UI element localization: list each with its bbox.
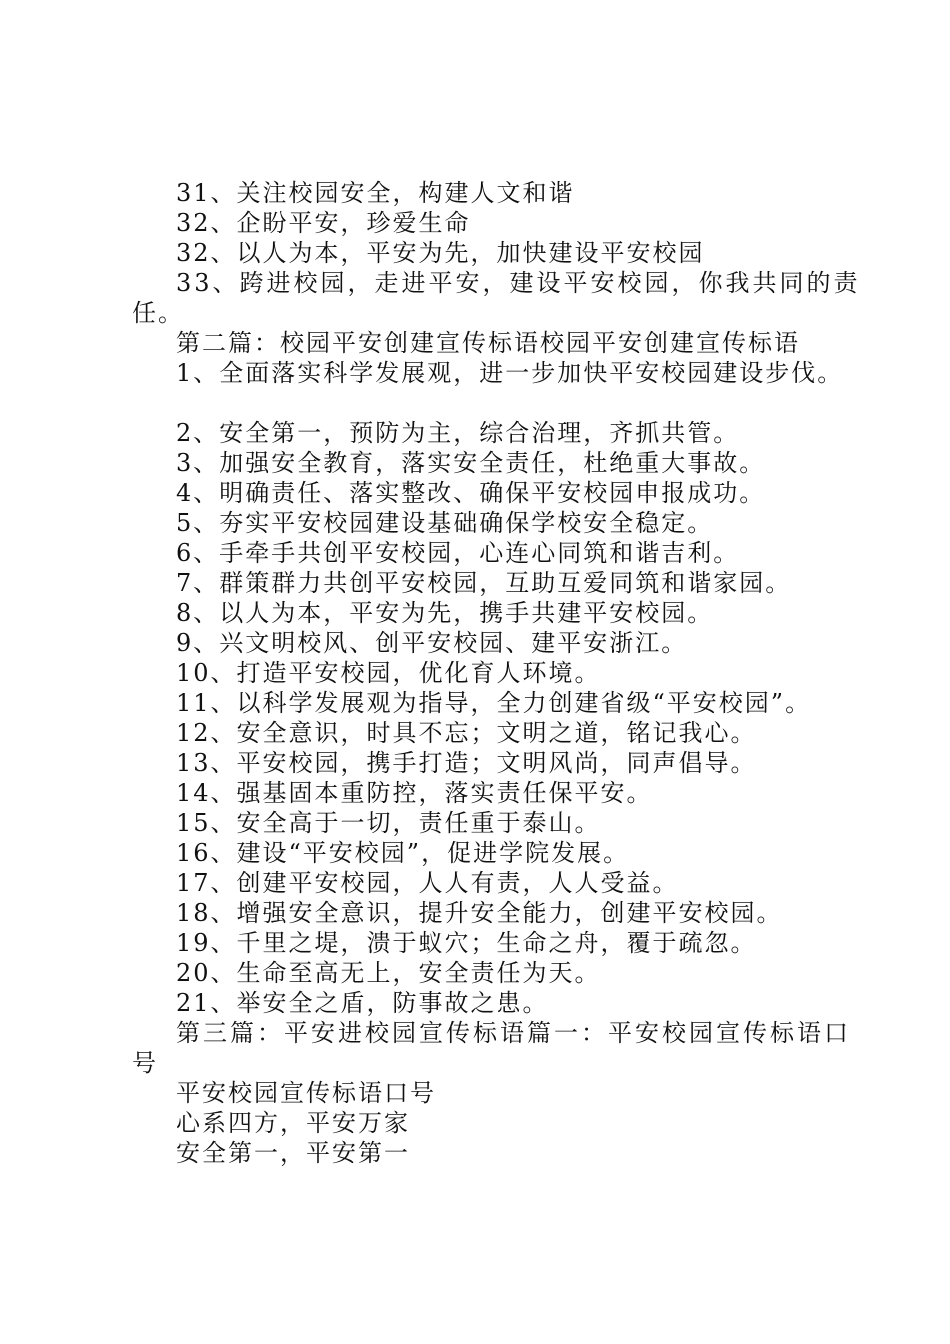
section-three-heading: 第三篇：平安进校园宣传标语篇一：平安校园宣传标语口	[176, 1019, 851, 1047]
section-two-item-20: 20、生命至高无上，安全责任为天。	[176, 959, 601, 987]
section-two-item-21: 21、举安全之盾，防事故之患。	[176, 989, 549, 1017]
section-two-item-3: 3、加强安全教育，落实安全责任，杜绝重大事故。	[176, 449, 766, 477]
section-two-item-2: 2、安全第一，预防为主，综合治理，齐抓共管。	[176, 419, 740, 447]
document-body	[132, 178, 861, 1168]
slogan-31: 31、关注校园安全，构建人文和谐	[176, 179, 575, 207]
section-three-heading-continuation: 号	[132, 1049, 158, 1077]
section-two-item-11: 11、以科学发展观为指导，全力创建省级“平安校园”。	[176, 689, 812, 717]
section-two-item-14: 14、强基固本重防控，落实责任保平安。	[176, 779, 653, 807]
section-two-item-16: 16、建设“平安校园”，促进学院发展。	[176, 839, 630, 867]
section-two-heading: 第二篇：校园平安创建宣传标语校园平安创建宣传标语	[176, 329, 800, 357]
paragraph-gap	[132, 388, 832, 418]
section-two-item-12: 12、安全意识，时具不忘；文明之道，铭记我心。	[176, 719, 757, 747]
section-two-item-1: 1、全面落实科学发展观，进一步加快平安校园建设步伐。	[176, 359, 844, 387]
section-two-item-18: 18、增强安全意识，提升安全能力，创建平安校园。	[176, 899, 783, 927]
section-two-item-6: 6、手牵手共创平安校园，心连心同筑和谐吉利。	[176, 539, 740, 567]
section-two-item-8: 8、以人为本，平安为先，携手共建平安校园。	[176, 599, 714, 627]
section-two-item-19: 19、千里之堤，溃于蚁穴；生命之舟，覆于疏忽。	[176, 929, 757, 957]
slogan-33-continuation: 任。	[132, 299, 184, 327]
section-two-item-5: 5、夯实平安校园建设基础确保学校安全稳定。	[176, 509, 714, 537]
section-three-slogan-2: 安全第一，平安第一	[176, 1139, 410, 1167]
section-two-item-10: 10、打造平安校园，优化育人环境。	[176, 659, 601, 687]
slogan-32a: 32、企盼平安，珍爱生命	[176, 209, 471, 237]
section-two-item-9: 9、兴文明校风、创平安校园、建平安浙江。	[176, 629, 688, 657]
section-three-subtitle: 平安校园宣传标语口号	[176, 1079, 436, 1107]
section-three-slogan-1: 心系四方，平安万家	[176, 1109, 410, 1137]
section-two-item-7: 7、群策群力共创平安校园，互助互爱同筑和谐家园。	[176, 569, 792, 597]
slogan-32b: 32、以人为本，平安为先，加快建设平安校园	[176, 239, 705, 267]
section-two-item-15: 15、安全高于一切，责任重于泰山。	[176, 809, 601, 837]
section-two-item-4: 4、明确责任、落实整改、确保平安校园申报成功。	[176, 479, 766, 507]
section-two-item-13: 13、平安校园，携手打造；文明风尚，同声倡导。	[176, 749, 757, 777]
slogan-33: 33、跨进校园，走进平安，建设平安校园，你我共同的责	[176, 269, 861, 297]
section-two-item-17: 17、创建平安校园，人人有责，人人受益。	[176, 869, 679, 897]
